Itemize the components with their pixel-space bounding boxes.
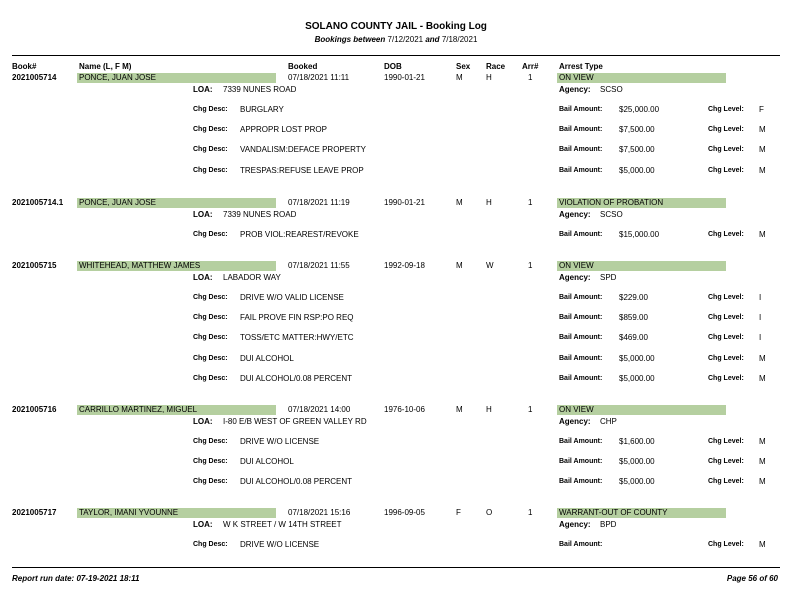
bail-amount-label: Bail Amount: (559, 355, 603, 362)
bail-amount-label: Bail Amount: (559, 146, 603, 153)
race-value: O (486, 508, 493, 517)
booked-datetime: 07/18/2021 14:00 (288, 405, 351, 414)
sex-value: M (456, 405, 463, 414)
subtitle-prefix: Bookings between (314, 35, 386, 44)
charge-desc: DUI ALCOHOL (240, 457, 294, 466)
charge-desc-label: Chg Desc: (193, 146, 228, 153)
agency-value: BPD (600, 520, 617, 529)
agency-value: SPD (600, 273, 617, 282)
bail-amount: $859.00 (619, 313, 648, 322)
inmate-name: TAYLOR, IMANI YVOUNNE (79, 508, 179, 517)
arrest-count: 1 (528, 198, 533, 207)
charge-desc-label: Chg Desc: (193, 541, 228, 548)
col-booked: Booked (288, 62, 318, 71)
arrest-type: ON VIEW (559, 73, 594, 82)
col-arrest-type: Arrest Type (559, 62, 603, 71)
bail-amount-label: Bail Amount: (559, 375, 603, 382)
bail-amount-label: Bail Amount: (559, 438, 603, 445)
date-of-birth: 1992-09-18 (384, 261, 425, 270)
bail-amount-label: Bail Amount: (559, 334, 603, 341)
charge-level: M (759, 125, 766, 134)
bail-amount-label: Bail Amount: (559, 541, 603, 548)
race-value: H (486, 405, 492, 414)
inmate-name: WHITEHEAD, MATTHEW JAMES (79, 261, 201, 270)
loa-label: LOA: (193, 210, 213, 219)
charge-level: M (759, 540, 766, 549)
charge-level: M (759, 437, 766, 446)
col-book: Book# (12, 62, 37, 71)
bail-amount-label: Bail Amount: (559, 106, 603, 113)
page-number: Page 56 of 60 (726, 574, 778, 583)
charge-desc-label: Chg Desc: (193, 314, 228, 321)
end-date: 7/18/2021 (441, 35, 478, 44)
charge-desc-label: Chg Desc: (193, 106, 228, 113)
bail-amount: $229.00 (619, 293, 648, 302)
charge-desc-label: Chg Desc: (193, 458, 228, 465)
charge-level: I (759, 333, 762, 342)
footer-divider (12, 567, 780, 568)
charge-level-label: Chg Level: (708, 146, 744, 153)
agency-label: Agency: (559, 417, 591, 426)
charge-desc-label: Chg Desc: (193, 334, 228, 341)
bail-amount: $15,000.00 (619, 230, 660, 239)
charge-desc-label: Chg Desc: (193, 438, 228, 445)
bail-amount: $5,000.00 (619, 457, 655, 466)
charge-level-label: Chg Level: (708, 355, 744, 362)
bail-amount-label: Bail Amount: (559, 458, 603, 465)
charge-desc: DRIVE W/O LICENSE (240, 437, 320, 446)
bail-amount-label: Bail Amount: (559, 478, 603, 485)
col-arr: Arr# (522, 62, 539, 71)
charge-desc: DRIVE W/O LICENSE (240, 540, 320, 549)
sex-value: M (456, 261, 463, 270)
inmate-name: CARRILLO MARTINEZ, MIGUEL (79, 405, 198, 414)
date-of-birth: 1990-01-21 (384, 198, 425, 207)
charge-desc: TRESPAS:REFUSE LEAVE PROP (240, 166, 364, 175)
bail-amount: $7,500.00 (619, 125, 655, 134)
charge-level: F (759, 105, 764, 114)
charge-desc: APPROPR LOST PROP (240, 125, 327, 134)
charge-desc-label: Chg Desc: (193, 231, 228, 238)
charge-level: I (759, 293, 762, 302)
start-date: 7/12/2021 (387, 35, 424, 44)
agency-label: Agency: (559, 273, 591, 282)
charge-level-label: Chg Level: (708, 334, 744, 341)
race-value: H (486, 198, 492, 207)
bail-amount: $25,000.00 (619, 105, 660, 114)
charge-desc: DUI ALCOHOL/0.08 PERCENT (240, 374, 353, 383)
charge-desc: FAIL PROVE FIN RSP:PO REQ (240, 313, 354, 322)
charge-level-label: Chg Level: (708, 106, 744, 113)
booked-datetime: 07/18/2021 11:11 (288, 73, 350, 82)
charge-level-label: Chg Level: (708, 375, 744, 382)
charge-desc: TOSS/ETC MATTER:HWY/ETC (240, 333, 354, 342)
charge-desc-label: Chg Desc: (193, 375, 228, 382)
loa-label: LOA: (193, 520, 213, 529)
bail-amount-label: Bail Amount: (559, 126, 603, 133)
agency-label: Agency: (559, 85, 591, 94)
charge-desc: DUI ALCOHOL/0.08 PERCENT (240, 477, 353, 486)
charge-desc-label: Chg Desc: (193, 478, 228, 485)
charge-level: M (759, 374, 766, 383)
booking-number: 2021005714 (12, 73, 57, 82)
charge-desc: DRIVE W/O VALID LICENSE (240, 293, 344, 302)
charge-desc-label: Chg Desc: (193, 126, 228, 133)
col-race: Race (486, 62, 506, 71)
booking-number: 2021005715 (12, 261, 57, 270)
booked-datetime: 07/18/2021 15:16 (288, 508, 351, 517)
charge-level: M (759, 230, 766, 239)
bail-amount-label: Bail Amount: (559, 314, 603, 321)
report-subtitle (0, 35, 792, 44)
loa-value: I-80 E/B WEST OF GREEN VALLEY RD (223, 417, 367, 426)
loa-label: LOA: (193, 273, 213, 282)
sex-value: M (456, 198, 463, 207)
charge-level-label: Chg Level: (708, 126, 744, 133)
agency-label: Agency: (559, 210, 591, 219)
charge-desc: DUI ALCOHOL (240, 354, 294, 363)
sex-value: F (456, 508, 461, 517)
date-of-birth: 1976-10-06 (384, 405, 425, 414)
charge-level-label: Chg Level: (708, 231, 744, 238)
charge-level: M (759, 477, 766, 486)
arrest-type: ON VIEW (559, 405, 594, 414)
bail-amount-label: Bail Amount: (559, 294, 603, 301)
loa-label: LOA: (193, 85, 213, 94)
booked-datetime: 07/18/2021 11:19 (288, 198, 350, 207)
date-of-birth: 1996-09-05 (384, 508, 425, 517)
charge-level-label: Chg Level: (708, 167, 744, 174)
header-divider (12, 55, 780, 56)
arrest-count: 1 (528, 508, 533, 517)
report-run-date: Report run date: 07-19-2021 18:11 (12, 574, 140, 583)
booked-datetime: 07/18/2021 11:55 (288, 261, 350, 270)
arrest-type: WARRANT-OUT OF COUNTY (559, 508, 668, 517)
date-of-birth: 1990-01-21 (384, 73, 425, 82)
bail-amount: $5,000.00 (619, 166, 655, 175)
booking-number: 2021005716 (12, 405, 57, 414)
arrest-count: 1 (528, 261, 533, 270)
charge-level-label: Chg Level: (708, 541, 744, 548)
charge-level-label: Chg Level: (708, 458, 744, 465)
arrest-count: 1 (528, 73, 533, 82)
col-dob: DOB (384, 62, 402, 71)
charge-desc: BURGLARY (240, 105, 284, 114)
bail-amount: $5,000.00 (619, 354, 655, 363)
agency-value: SCSO (600, 210, 623, 219)
arrest-type: ON VIEW (559, 261, 594, 270)
col-name: Name (L, F M) (79, 62, 132, 71)
bail-amount: $5,000.00 (619, 374, 655, 383)
bail-amount: $469.00 (619, 333, 648, 342)
charge-level: M (759, 354, 766, 363)
bail-amount-label: Bail Amount: (559, 167, 603, 174)
booking-number: 2021005717 (12, 508, 57, 517)
bail-amount-label: Bail Amount: (559, 231, 603, 238)
bail-amount: $5,000.00 (619, 477, 655, 486)
loa-value: 7339 NUNES ROAD (223, 85, 297, 94)
sex-value: M (456, 73, 463, 82)
charge-desc-label: Chg Desc: (193, 355, 228, 362)
arrest-type: VIOLATION OF PROBATION (559, 198, 664, 207)
booking-number: 2021005714.1 (12, 198, 64, 207)
loa-value: LABADOR WAY (223, 273, 281, 282)
agency-value: CHP (600, 417, 617, 426)
charge-desc-label: Chg Desc: (193, 167, 228, 174)
report-title: SOLANO COUNTY JAIL - Booking Log (305, 21, 487, 32)
charge-desc-label: Chg Desc: (193, 294, 228, 301)
agency-value: SCSO (600, 85, 623, 94)
charge-desc: PROB VIOL:REAREST/REVOKE (240, 230, 359, 239)
charge-level-label: Chg Level: (708, 438, 744, 445)
loa-value: W K STREET / W 14TH STREET (223, 520, 342, 529)
agency-label: Agency: (559, 520, 591, 529)
charge-level: M (759, 457, 766, 466)
charge-level: I (759, 313, 762, 322)
charge-desc: VANDALISM:DEFACE PROPERTY (240, 145, 366, 154)
subtitle-and: and (425, 35, 440, 44)
charge-level: M (759, 145, 766, 154)
charge-level-label: Chg Level: (708, 314, 744, 321)
loa-value: 7339 NUNES ROAD (223, 210, 297, 219)
loa-label: LOA: (193, 417, 213, 426)
bail-amount: $7,500.00 (619, 145, 655, 154)
bail-amount: $1,600.00 (619, 437, 655, 446)
inmate-name: PONCE, JUAN JOSE (79, 73, 156, 82)
charge-level: M (759, 166, 766, 175)
race-value: H (486, 73, 492, 82)
race-value: W (486, 261, 494, 270)
arrest-count: 1 (528, 405, 533, 414)
charge-level-label: Chg Level: (708, 294, 744, 301)
charge-level-label: Chg Level: (708, 478, 744, 485)
inmate-name: PONCE, JUAN JOSE (79, 198, 156, 207)
col-sex: Sex (456, 62, 471, 71)
